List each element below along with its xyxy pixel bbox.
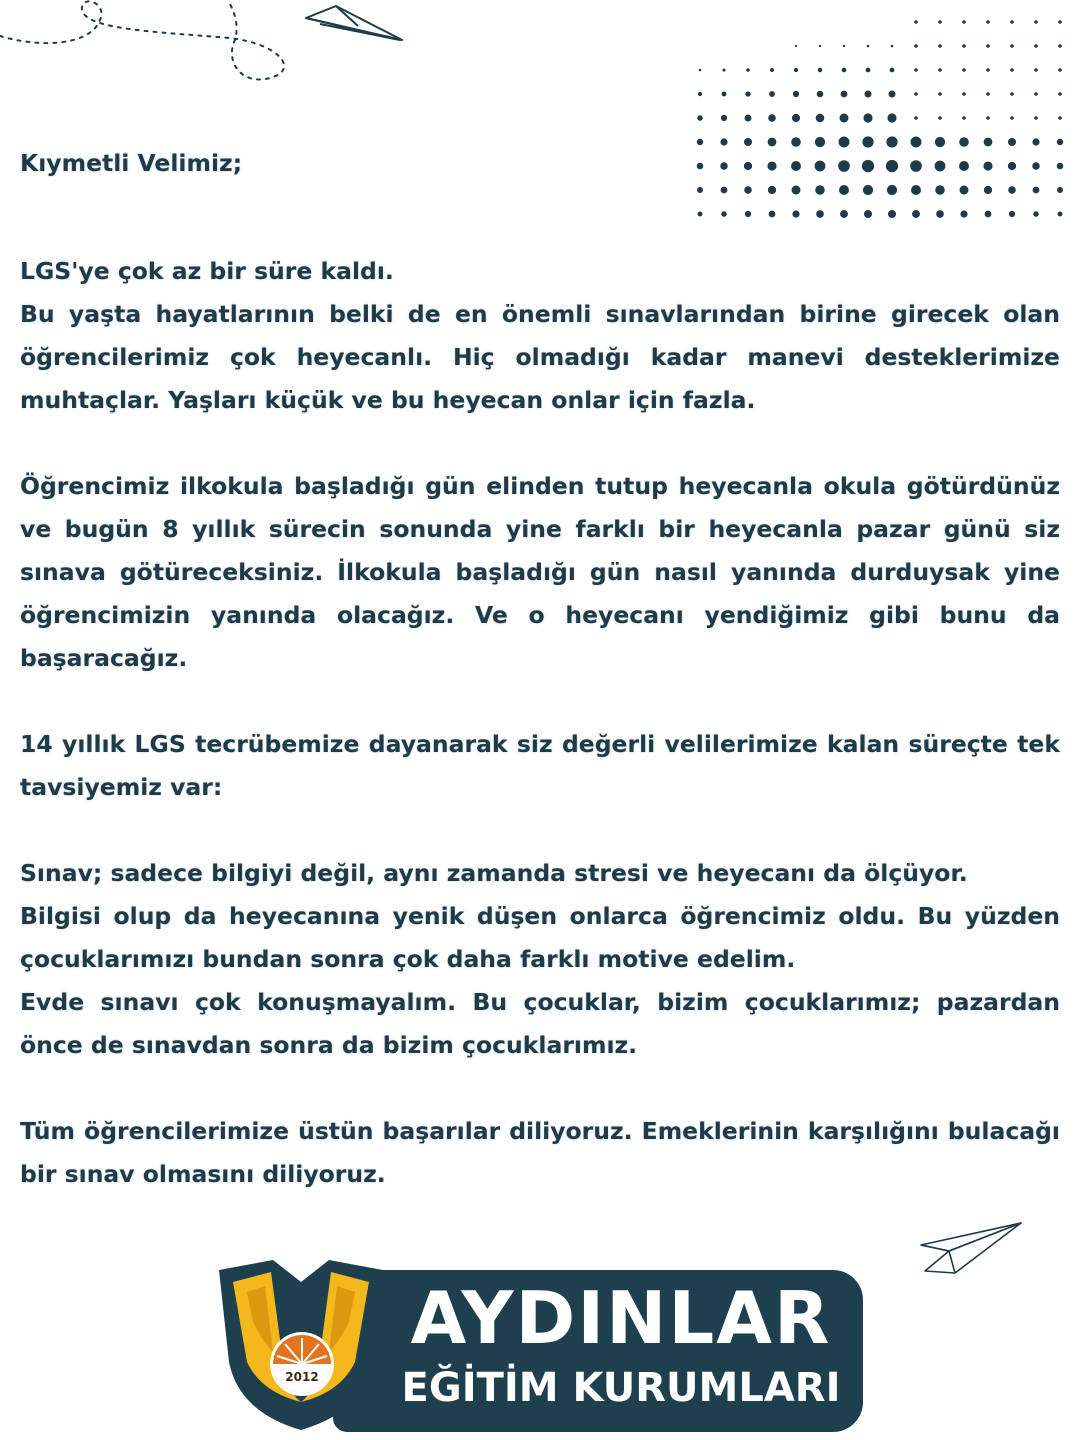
halftone-dot bbox=[792, 114, 800, 122]
halftone-dot bbox=[986, 20, 990, 24]
halftone-dot bbox=[745, 91, 750, 96]
halftone-dot bbox=[938, 44, 942, 48]
halftone-dot bbox=[1058, 116, 1062, 120]
logo-name: AYDINLAR bbox=[410, 1276, 832, 1360]
halftone-dot bbox=[793, 91, 799, 97]
halftone-dot bbox=[1058, 20, 1062, 24]
halftone-dot bbox=[1010, 44, 1014, 48]
paper-plane-icon bbox=[905, 1215, 1035, 1285]
halftone-dot bbox=[962, 44, 966, 48]
paragraph-1: Bu yaşta hayatlarının belki de en önemli sınavlarından birine girecek olan öğrencilerimiz çok heyecanlı. Hiç olmadığı kadar manevi desteklerimize muhtaçlar. Yaşları küçük ve bu heyecan onlar için fazla. bbox=[20, 300, 1060, 414]
halftone-dot bbox=[889, 91, 896, 98]
halftone-dot bbox=[863, 113, 872, 122]
halftone-dot bbox=[817, 91, 824, 98]
halftone-dot bbox=[1034, 20, 1038, 24]
halftone-dot bbox=[818, 68, 822, 72]
halftone-dot bbox=[962, 20, 966, 24]
halftone-dot bbox=[1034, 92, 1038, 96]
halftone-dot bbox=[986, 44, 990, 48]
halftone-dot bbox=[1010, 116, 1014, 120]
halftone-dot bbox=[938, 68, 942, 72]
halftone-dot bbox=[721, 115, 727, 121]
halftone-dot bbox=[1010, 68, 1014, 72]
paragraph-2: Öğrencimiz ilkokula başladığı gün elinden tutup heyecanla okula götürdünüz ve bugün 8 yıllık sürecin sonunda yine farklı bir heyecanla pazar günü siz sınava götüreceksiniz. İlkokula başladığı gün nasıl yanında durduysak yine öğrencimizin yanında olacağız. Ve o heyecanı yendiğimiz gibi bunu da başaracağız. bbox=[20, 472, 1060, 672]
halftone-dot bbox=[887, 113, 896, 122]
logo-subtitle: EĞİTİM KURUMLARI bbox=[401, 1365, 841, 1411]
halftone-dot bbox=[816, 114, 825, 123]
paper-plane-icon bbox=[306, 6, 402, 40]
halftone-dot bbox=[914, 92, 918, 96]
halftone-dot bbox=[1034, 116, 1038, 120]
halftone-dot bbox=[840, 114, 849, 123]
halftone-dot bbox=[769, 91, 775, 97]
halftone-dot bbox=[722, 68, 725, 71]
halftone-dot bbox=[698, 92, 702, 96]
halftone-dot bbox=[843, 45, 845, 47]
halftone-dot bbox=[746, 68, 750, 72]
halftone-dot bbox=[722, 92, 727, 97]
halftone-dot bbox=[841, 91, 848, 98]
halftone-dot bbox=[1058, 68, 1062, 72]
paragraph-4b: Evde sınavı çok konuşmayalım. Bu çocuklar, bizim çocuklarımız; pazardan önce de sınavdan sonra da bizim çocuklarımız. bbox=[20, 988, 1060, 1059]
halftone-dot bbox=[794, 68, 798, 72]
halftone-dot bbox=[1010, 92, 1014, 96]
halftone-dot bbox=[914, 20, 918, 24]
paragraph-3: 14 yıllık LGS tecrübemize dayanarak siz değerli velilerimize kalan süreçte tek tavsiyemiz var: bbox=[20, 730, 1060, 801]
paragraph-4a: Bilgisi olup da heyecanına yenik düşen onlarca öğrencimiz oldu. Bu yüzden çocuklarımızı bundan sonra çok daha farklı motive edelim. bbox=[20, 902, 1060, 973]
halftone-dot bbox=[842, 68, 847, 73]
halftone-dot bbox=[890, 68, 895, 73]
halftone-dot bbox=[1010, 20, 1014, 24]
halftone-dot bbox=[770, 68, 774, 72]
halftone-dot bbox=[795, 45, 797, 47]
shield-emblem-icon bbox=[213, 1252, 388, 1432]
halftone-dot bbox=[867, 45, 870, 48]
brand-logo bbox=[213, 1252, 863, 1432]
halftone-dot bbox=[865, 91, 872, 98]
halftone-dot bbox=[914, 44, 918, 48]
halftone-dot bbox=[938, 116, 942, 120]
halftone-dot bbox=[986, 68, 990, 72]
halftone-dot bbox=[819, 45, 821, 47]
halftone-dot bbox=[1058, 44, 1062, 48]
halftone-dot bbox=[962, 68, 966, 72]
paragraph-1-opening: LGS'ye çok az bir süre kaldı. bbox=[20, 257, 394, 285]
halftone-dot bbox=[697, 115, 703, 121]
halftone-dot bbox=[962, 116, 966, 120]
halftone-dot bbox=[986, 116, 990, 120]
halftone-dot bbox=[1058, 92, 1062, 96]
halftone-dot bbox=[1034, 44, 1038, 48]
halftone-dot bbox=[768, 114, 776, 122]
halftone-dot bbox=[745, 115, 752, 122]
halftone-dot bbox=[699, 69, 702, 72]
paragraph-4-opening: Sınav; sadece bilgiyi değil, aynı zamanda stresi ve heyecanı da ölçüyor. bbox=[20, 859, 968, 887]
salutation: Kıymetli Velimiz; bbox=[20, 149, 243, 177]
paragraph-5: Tüm öğrencilerimize üstün başarılar diliyoruz. Emeklerinin karşılığını bulacağı bir sınav olmasını diliyoruz. bbox=[20, 1117, 1060, 1188]
halftone-dot bbox=[938, 20, 942, 24]
halftone-dot bbox=[962, 92, 966, 96]
dotted-flight-path bbox=[0, 0, 284, 79]
halftone-dot bbox=[914, 68, 918, 72]
halftone-dot bbox=[1034, 68, 1038, 72]
halftone-dot bbox=[938, 92, 942, 96]
halftone-dot bbox=[866, 68, 871, 73]
logo-year: 2012 bbox=[285, 1370, 319, 1384]
letter-body bbox=[20, 142, 1060, 1196]
halftone-dot bbox=[986, 92, 990, 96]
halftone-dot bbox=[914, 116, 918, 120]
halftone-dot bbox=[891, 45, 894, 48]
